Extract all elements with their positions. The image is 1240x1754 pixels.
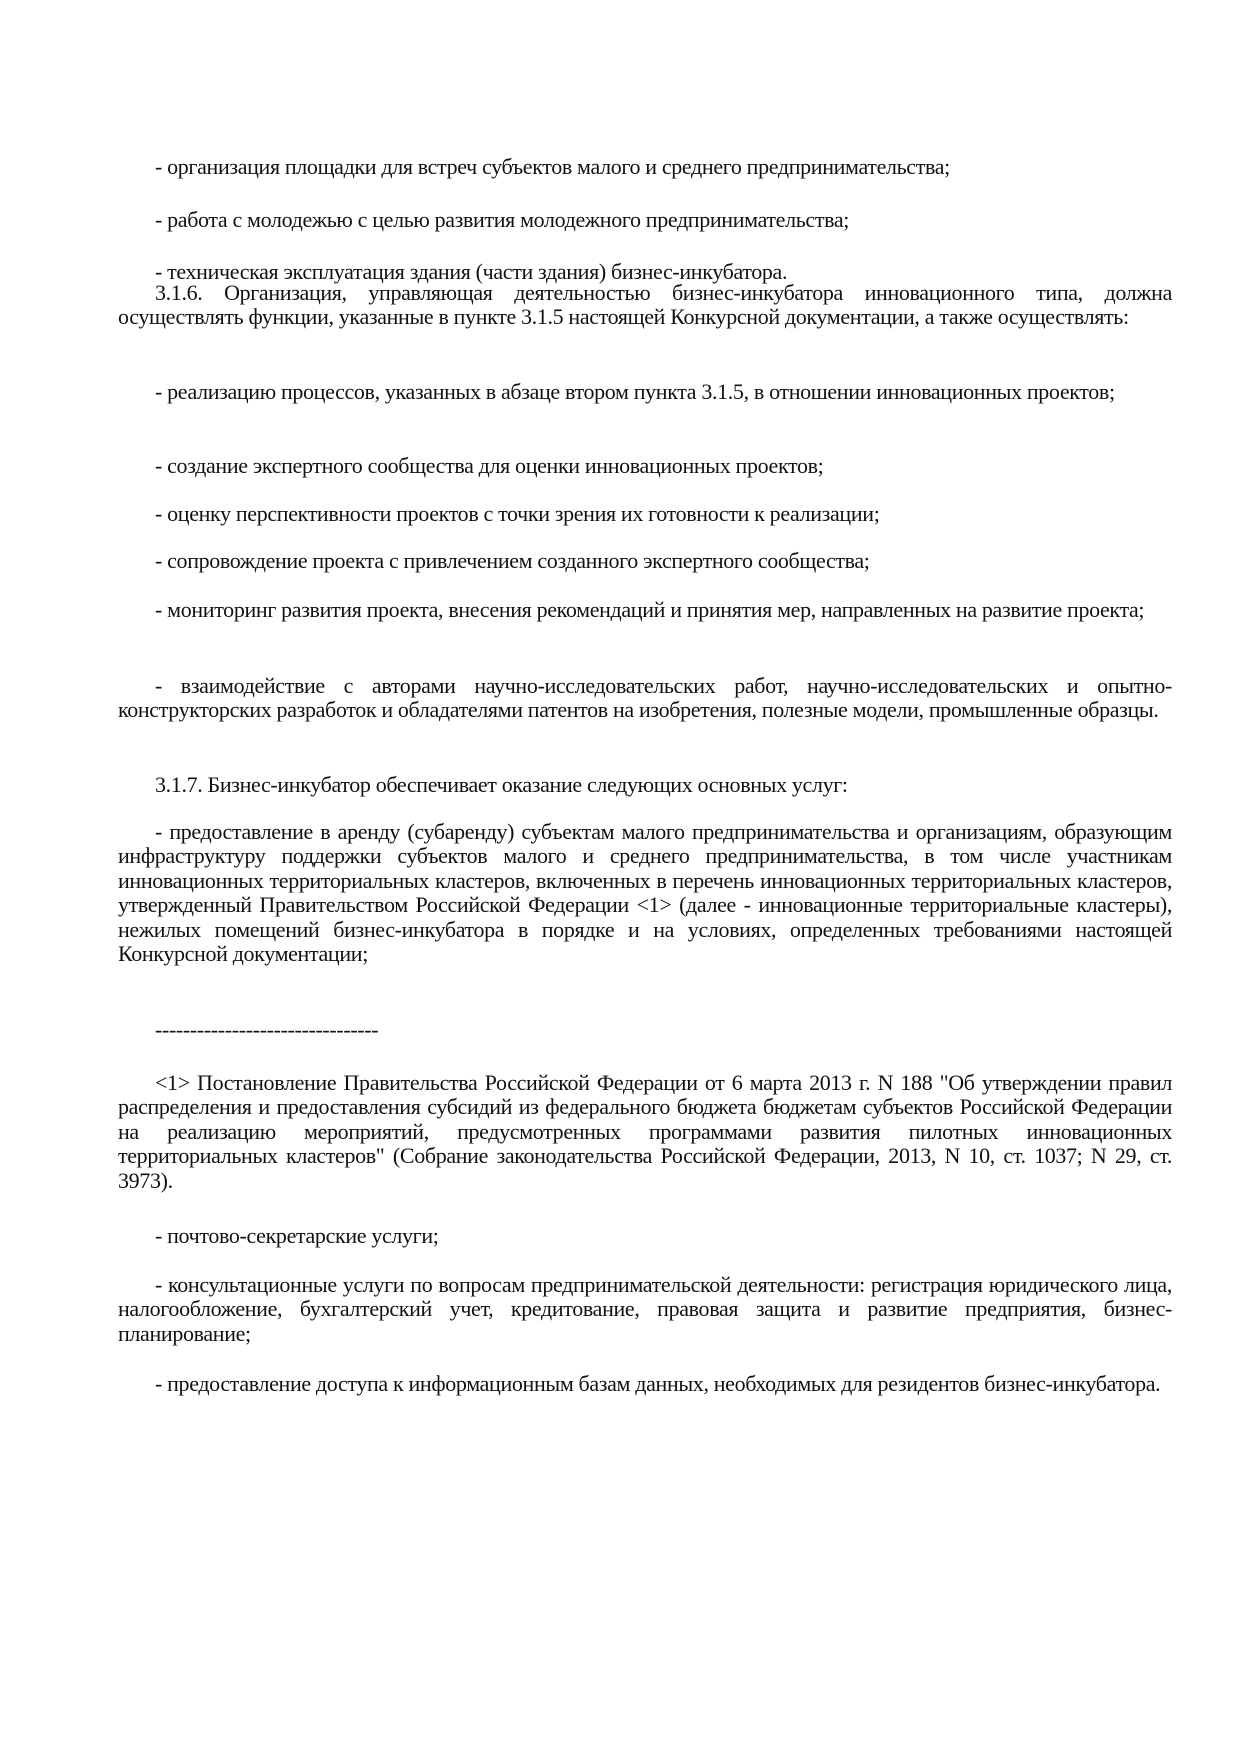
paragraph: - почтово-секретарские услуги; [155,1223,439,1248]
paragraph: - создание экспертного сообщества для оценки инновационных проектов; [155,453,824,478]
footnote: <1> Постановление Правительства Российской Федерации от 6 марта 2013 г. N 188 "Об утверждении правил распределения и предоставления субсидий из федерального бюджета бюджетам субъектов Российской Федерации на реализацию мероприятий, предусмотренных программами развития пилотных инновационных территориальных кластеров" (Собрание законодательства Российской Федерации, 2013, N 10, ст. 1037; N 29, ст. 3973). [118,1070,1172,1193]
paragraph: - консультационные услуги по вопросам предпринимательской деятельности: регистрация юридического лица, налогообложение, бухгалтерский учет, кредитование, правовая защита и развитие предприятия, бизнес-планирование; [118,1272,1172,1346]
section-3-1-7: 3.1.7. Бизнес-инкубатор обеспечивает оказание следующих основных услуг: [155,772,848,797]
section-3-1-6: 3.1.6. Организация, управляющая деятельностью бизнес-инкубатора инновационного типа, должна осуществлять функции, указанные в пункте 3.1.5 настоящей Конкурсной документации, а также осуществлять: [118,280,1172,330]
paragraph: - сопровождение проекта с привлечением созданного экспертного сообщества; [155,548,870,573]
paragraph: - техническая эксплуатация здания (части здания) бизнес-инкубатора. [155,259,788,284]
paragraph: - взаимодействие с авторами научно-исследовательских работ, научно-исследовательских и опытно-конструкторских разработок и обладателями патентов на изобретения, полезные модели, промышленные образцы. [118,673,1172,723]
paragraph: - реализацию процессов, указанных в абзаце втором пункта 3.1.5, в отношении инновационных проектов; [155,379,1115,404]
paragraph: - мониторинг развития проекта, внесения рекомендаций и принятия мер, направленных на развитие проекта; [155,597,1145,622]
footnote-separator: -------------------------------- [155,1017,379,1042]
paragraph: - предоставление доступа к информационным базам данных, необходимых для резидентов бизнес-инкубатора. [155,1371,1161,1396]
paragraph: - оценку перспективности проектов с точки зрения их готовности к реализации; [155,501,880,526]
paragraph: - организация площадки для встреч субъектов малого и среднего предпринимательства; [155,154,950,179]
paragraph: - работа с молодежью с целью развития молодежного предпринимательства; [155,207,850,232]
paragraph: - предоставление в аренду (субаренду) субъектам малого предпринимательства и организациям, образующим инфраструктуру поддержки субъектов малого и среднего предпринимательства, в том числе участникам инновационных территориальных кластеров, включенных в перечень инновационных территориальных кластеров, утвержденный Правительством Российской Федерации <1> (далее - инновационные территориальные кластеры), нежилых помещений бизнес-инкубатора в порядке и на условиях, определенных требованиями настоящей Конкурсной документации; [118,819,1172,967]
